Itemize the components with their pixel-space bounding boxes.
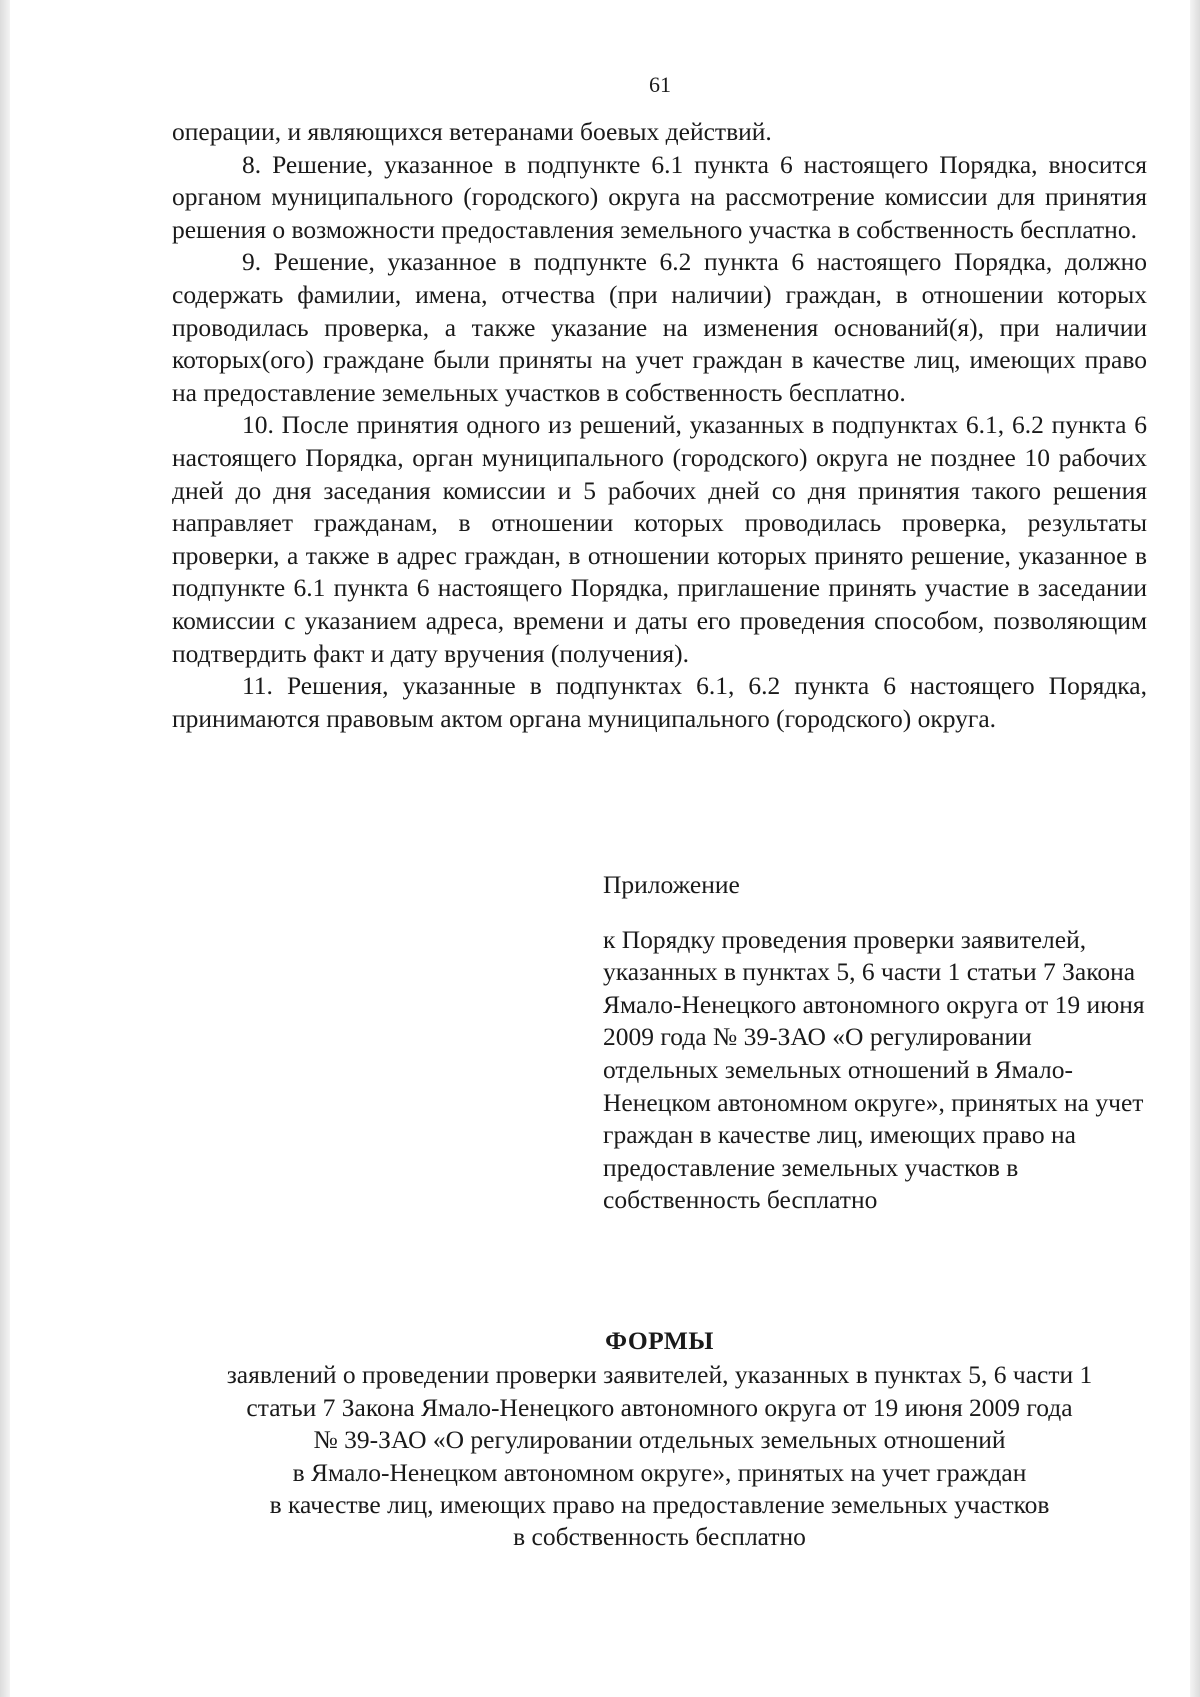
forms-title: ФОРМЫ bbox=[605, 1326, 714, 1355]
forms-subtitle-line: № 39-ЗАО «О регулировании отдельных земельных отношений bbox=[313, 1425, 1006, 1455]
appendix-description: к Порядку проведения проверки заявителей, указанных в пунктах 5, 6 части 1 статьи 7 Закона Ямало-Ненецкого автономного округа от 19 июня 2009 года № 39-ЗАО «О регулировании отдельных земельных отношений в Ямало-Ненецком автономном округе», принятых на учет граждан в качестве лиц, имеющих право на предоставление земельных участков в собственность бесплатно bbox=[603, 924, 1145, 1215]
paragraph-continuation: операции, и являющихся ветеранами боевых действий. bbox=[172, 117, 772, 146]
paragraph-item-11: 11. Решения, указанные в подпунктах 6.1, 6.2 пункта 6 настоящего Порядка, принимаются правовым актом органа муниципального (городского) округа. bbox=[172, 671, 1147, 733]
appendix-title: Приложение bbox=[603, 870, 740, 899]
forms-subtitle-line: в качестве лиц, имеющих право на предоставление земельных участков bbox=[269, 1490, 1050, 1520]
forms-subtitle-line: в Ямало-Ненецком автономном округе», принятых на учет граждан bbox=[292, 1457, 1027, 1487]
forms-subtitle-line: статьи 7 Закона Ямало-Ненецкого автономного округа от 19 июня 2009 года bbox=[246, 1392, 1073, 1422]
forms-heading bbox=[172, 1325, 1147, 1554]
paragraph-item-10: 10. После принятия одного из решений, указанных в подпунктах 6.1, 6.2 пункта 6 настоящего Порядка, орган муниципального (городского) округа не позднее 10 рабочих дней до дня заседания комиссии и 5 рабочих дней со дня принятия такого решения направляет гражданам, в отношении которых проводилась проверка, результаты проверки, а также в адрес граждан, в отношении которых принято решение, указанное в подпункте 6.1 пункта 6 настоящего Порядка, приглашение принять участие в заседании комиссии с указанием адреса, времени и даты его проведения способом, позволяющим подтвердить факт и дату вручения (получения). bbox=[172, 410, 1147, 668]
body-text bbox=[172, 116, 1147, 735]
page-number: 61 bbox=[649, 72, 671, 97]
appendix-block bbox=[603, 869, 1163, 1217]
paragraph-item-9: 9. Решение, указанное в подпункте 6.2 пункта 6 настоящего Порядка, должно содержать фамилии, имена, отчества (при наличии) граждан, в отношении которых проводилась проверка, а также указание на изменения оснований(я), при наличии которых(ого) граждане были приняты на учет граждан в качестве лиц, имеющих право на предоставление земельных участков в собственность бесплатно. bbox=[172, 247, 1147, 407]
paragraph-item-8: 8. Решение, указанное в подпункте 6.1 пункта 6 настоящего Порядка, вносится органом муниципального (городского) округа на рассмотрение комиссии для принятия решения о возможности предоставления земельного участка в собственность бесплатно. bbox=[172, 149, 1147, 244]
scan-edge-right bbox=[1190, 0, 1200, 1697]
scan-edge-left bbox=[0, 0, 10, 1697]
forms-subtitle-line: в собственность бесплатно bbox=[513, 1522, 806, 1552]
forms-subtitle-line: заявлений о проведении проверки заявителей, указанных в пунктах 5, 6 части 1 bbox=[226, 1360, 1093, 1390]
